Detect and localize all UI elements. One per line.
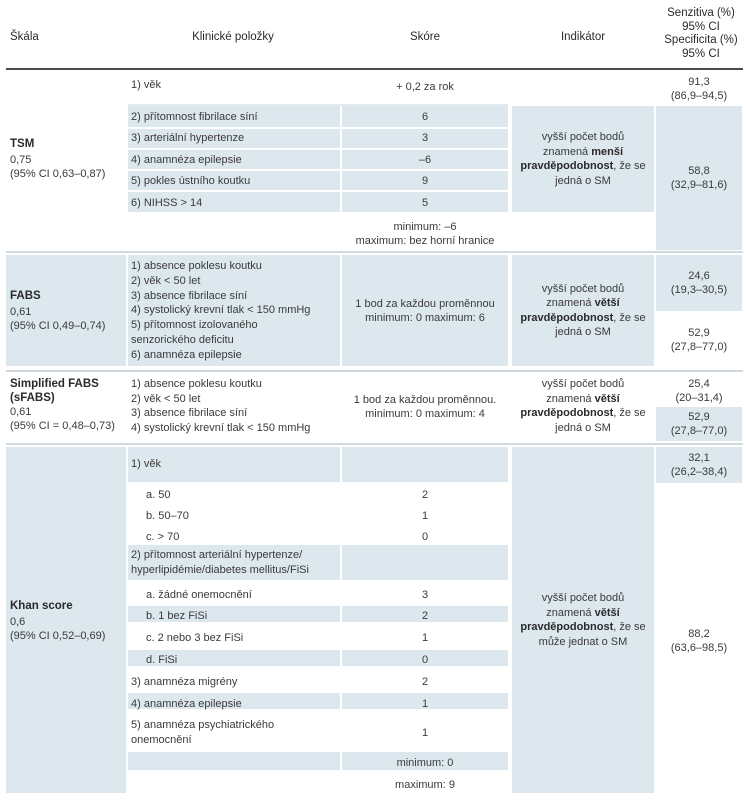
fabs-spec-ci: (27,8–77,0) xyxy=(670,341,728,353)
khan-row-5-line2: hyperlipidémie/diabetes mellitus/FiSi xyxy=(131,564,309,576)
khan-indicator-bold2: pravděpodobnost xyxy=(520,621,614,633)
tsm-value: 0,75 xyxy=(10,154,32,166)
tsm-indicator-bold2: pravděpodobnost xyxy=(520,160,614,172)
tsm-spec-value: 58,8 xyxy=(688,165,710,177)
khan-scale-cell xyxy=(10,599,105,643)
header-sensitivity: Senzitiva (%) xyxy=(667,7,735,19)
khan-spec-value: 88,2 xyxy=(688,628,710,640)
khan-ci: (95% CI 0,52–0,69) xyxy=(10,630,106,642)
header-indicator: Indikátor xyxy=(560,31,606,43)
fabs-item-5: 5) přítomnost izolovaného xyxy=(131,319,258,332)
divider-tsm xyxy=(6,251,743,253)
khan-indicator-bold1: větší xyxy=(594,606,620,619)
khan-row-12-label xyxy=(131,718,274,748)
fabs-item-3: 3) absence fibrilace síní xyxy=(131,289,248,302)
fabs-value: 0,61 xyxy=(10,306,32,318)
khan-row-11-label: 4) anamnéza epilepsie xyxy=(131,698,242,710)
khan-score-min: minimum: 0 xyxy=(396,757,454,769)
fabs-name: FABS xyxy=(10,290,41,302)
tsm-indicator-mid: znamená xyxy=(542,145,589,158)
divider-fabs xyxy=(6,370,743,372)
sfabs-indicator-bold1: větší xyxy=(594,392,620,405)
header-stats xyxy=(656,7,746,61)
fabs-item-2: 2) věk < 50 let xyxy=(131,274,201,287)
divider-sfabs xyxy=(6,443,743,445)
fabs-item-4: 4) systolický krevní tlak < 150 mmHg xyxy=(131,304,311,317)
sfabs-name-2: (sFABS) xyxy=(10,392,55,404)
khan-row-12-line1: 5) anamnéza psychiatrického xyxy=(131,719,275,731)
khan-row-2-label: a. 50 xyxy=(146,489,171,501)
fabs-indicator-pre: vyšší počet bodů xyxy=(541,282,625,295)
header-specificity: Specificita (%) xyxy=(664,34,738,46)
khan-indicator xyxy=(512,447,654,793)
sfabs-score-line1: 1 bod za každou proměnnou. xyxy=(353,394,497,406)
sfabs-name-1: Simplified FABS xyxy=(10,378,99,390)
khan-row-12-line2: onemocnění xyxy=(131,734,192,746)
khan-indicator-post: , že se xyxy=(613,621,646,633)
khan-row-9-score: 0 xyxy=(421,654,429,666)
khan-row-4-score: 0 xyxy=(421,531,429,543)
tsm-score-min: minimum: –6 xyxy=(393,221,457,233)
tsm-scale-cell xyxy=(10,137,105,181)
khan-score-max: maximum: 9 xyxy=(395,779,455,791)
fabs-items xyxy=(131,259,310,363)
khan-row-11-score: 1 xyxy=(421,698,429,710)
sfabs-spec-value: 52,9 xyxy=(688,411,710,423)
tsm-indicator-end: jedná o SM xyxy=(555,174,611,187)
sfabs-indicator-pre: vyšší počet bodů xyxy=(541,378,625,390)
fabs-score-line1: 1 bod za každou proměnnou xyxy=(355,297,495,310)
khan-row-1-label: 1) věk xyxy=(131,458,161,470)
fabs-spec xyxy=(656,326,742,354)
sfabs-sens xyxy=(656,377,742,405)
tsm-sens-ci: (86,9–94,5) xyxy=(670,90,728,102)
sfabs-score-line2: minimum: 0 maximum: 4 xyxy=(365,408,485,420)
tsm-score-3: 3 xyxy=(421,132,429,144)
sfabs-item-3: 3) absence fibrilace síní xyxy=(131,407,248,419)
khan-row-10-label: 3) anamnéza migrény xyxy=(131,676,238,688)
fabs-ci: (95% CI 0,49–0,74) xyxy=(10,320,106,332)
tsm-name: TSM xyxy=(10,138,35,150)
tsm-score-4: –6 xyxy=(418,154,432,166)
sfabs-value: 0,61 xyxy=(10,406,32,418)
khan-row-7-label: b. 1 bez FiSi xyxy=(146,610,208,622)
sfabs-spec-ci: (27,8–77,0) xyxy=(670,425,728,437)
header-scale: Škála xyxy=(10,31,39,43)
khan-sens xyxy=(656,447,742,483)
sfabs-indicator-mid: znamená xyxy=(546,392,592,405)
tsm-score-5: 9 xyxy=(421,175,429,187)
tsm-item-1: 1) věk xyxy=(131,79,161,91)
fabs-indicator-mid: znamená xyxy=(546,297,592,309)
fabs-indicator-end: jedná o SM xyxy=(555,326,611,338)
khan-row-3-score: 1 xyxy=(421,510,429,522)
sfabs-ci: (95% CI = 0,48–0,73) xyxy=(10,420,115,432)
fabs-item-5b: senzorického deficitu xyxy=(131,333,234,346)
tsm-indicator xyxy=(512,106,654,212)
khan-sens-value: 32,1 xyxy=(688,452,710,464)
fabs-sens-value: 24,6 xyxy=(688,270,710,282)
sfabs-indicator xyxy=(512,377,654,435)
fabs-score xyxy=(342,255,508,366)
sfabs-item-2: 2) věk < 50 let xyxy=(131,392,201,405)
khan-row-4-label: c. > 70 xyxy=(146,531,180,543)
sfabs-item-4: 4) systolický krevní tlak < 150 mmHg xyxy=(131,421,311,434)
khan-row-8-score: 1 xyxy=(421,632,429,644)
sfabs-spec xyxy=(656,407,742,441)
fabs-item-1: 1) absence poklesu koutku xyxy=(131,260,262,272)
sfabs-indicator-end: jedná o SM xyxy=(555,421,611,434)
tsm-spec xyxy=(656,106,742,250)
khan-indicator-pre: vyšší počet bodů xyxy=(541,592,625,604)
fabs-sens-ci: (19,3–30,5) xyxy=(670,284,728,296)
header-score: Skóre xyxy=(409,31,441,43)
khan-row-9-label: d. FiSi xyxy=(146,654,178,666)
khan-indicator-end: může jednat o SM xyxy=(538,635,628,648)
khan-spec-ci: (63,6–98,5) xyxy=(670,642,728,654)
khan-row-6-label: a. žádné onemocnění xyxy=(146,589,252,601)
khan-sens-ci: (26,2–38,4) xyxy=(670,466,728,478)
fabs-sens xyxy=(656,255,742,311)
tsm-sens-value: 91,3 xyxy=(688,76,710,88)
khan-spec xyxy=(656,627,742,655)
tsm-indicator-pre: vyšší počet bodů xyxy=(541,131,625,143)
header-divider xyxy=(6,68,743,70)
fabs-item-6: 6) anamnéza epilepsie xyxy=(131,348,242,361)
fabs-indicator xyxy=(512,255,654,366)
tsm-indicator-post: , že se xyxy=(613,160,646,172)
tsm-sens xyxy=(656,75,742,103)
khan-row-6-score: 3 xyxy=(421,589,429,601)
header-clinical-items: Klinické položky xyxy=(192,31,274,43)
tsm-ci: (95% CI 0,63–0,87) xyxy=(10,168,106,180)
khan-row-12-score: 1 xyxy=(421,727,429,739)
sfabs-score xyxy=(342,393,508,421)
tsm-indicator-bold1: menší xyxy=(591,145,624,158)
sfabs-indicator-post: , že se xyxy=(613,407,646,419)
tsm-item-4: 4) anamnéza epilepsie xyxy=(131,154,242,166)
fabs-indicator-bold2: pravděpodobnost xyxy=(520,311,614,324)
sfabs-item-1: 1) absence poklesu koutku xyxy=(131,378,262,390)
header-ci-2: 95% CI xyxy=(682,47,720,60)
fabs-spec-value: 52,9 xyxy=(688,327,710,339)
sfabs-sens-ci: (20–31,4) xyxy=(675,392,723,404)
khan-row-3-label: b. 50–70 xyxy=(146,510,189,522)
fabs-scale-cell xyxy=(10,289,105,333)
fabs-indicator-bold1: větší xyxy=(594,297,620,309)
tsm-item-3: 3) arteriální hypertenze xyxy=(131,132,245,144)
tsm-item-5: 5) pokles ústního koutku xyxy=(131,175,251,187)
sfabs-items xyxy=(131,377,310,435)
khan-indicator-mid: znamená xyxy=(546,606,592,619)
khan-value: 0,6 xyxy=(10,616,26,628)
khan-name: Khan score xyxy=(10,600,73,612)
tsm-score-6: 5 xyxy=(421,197,429,209)
tsm-item-2: 2) přítomnost fibrilace síní xyxy=(131,111,258,123)
tsm-score-1: + 0,2 za rok xyxy=(396,81,454,93)
khan-row-8-label: c. 2 nebo 3 bez FiSi xyxy=(146,632,244,644)
fabs-score-line2: minimum: 0 maximum: 6 xyxy=(365,311,485,324)
khan-row-5-label xyxy=(131,548,309,578)
fabs-indicator-post: , že se xyxy=(613,311,646,324)
sfabs-scale-cell xyxy=(10,377,115,433)
tsm-spec-ci: (32,9–81,6) xyxy=(670,179,728,191)
tsm-score-2: 6 xyxy=(421,111,429,123)
khan-row-7-score: 2 xyxy=(421,610,429,622)
header-ci-1: 95% CI xyxy=(682,20,720,33)
sfabs-sens-value: 25,4 xyxy=(688,378,710,390)
khan-row-5-line1: 2) přítomnost arteriální hypertenze/ xyxy=(131,549,303,561)
tsm-score-max: maximum: bez horní hranice xyxy=(355,235,495,247)
khan-row-10-score: 2 xyxy=(421,676,429,688)
sfabs-indicator-bold2: pravděpodobnost xyxy=(520,407,614,419)
khan-row-2-score: 2 xyxy=(421,489,429,501)
tsm-item-6: 6) NIHSS > 14 xyxy=(131,197,203,209)
